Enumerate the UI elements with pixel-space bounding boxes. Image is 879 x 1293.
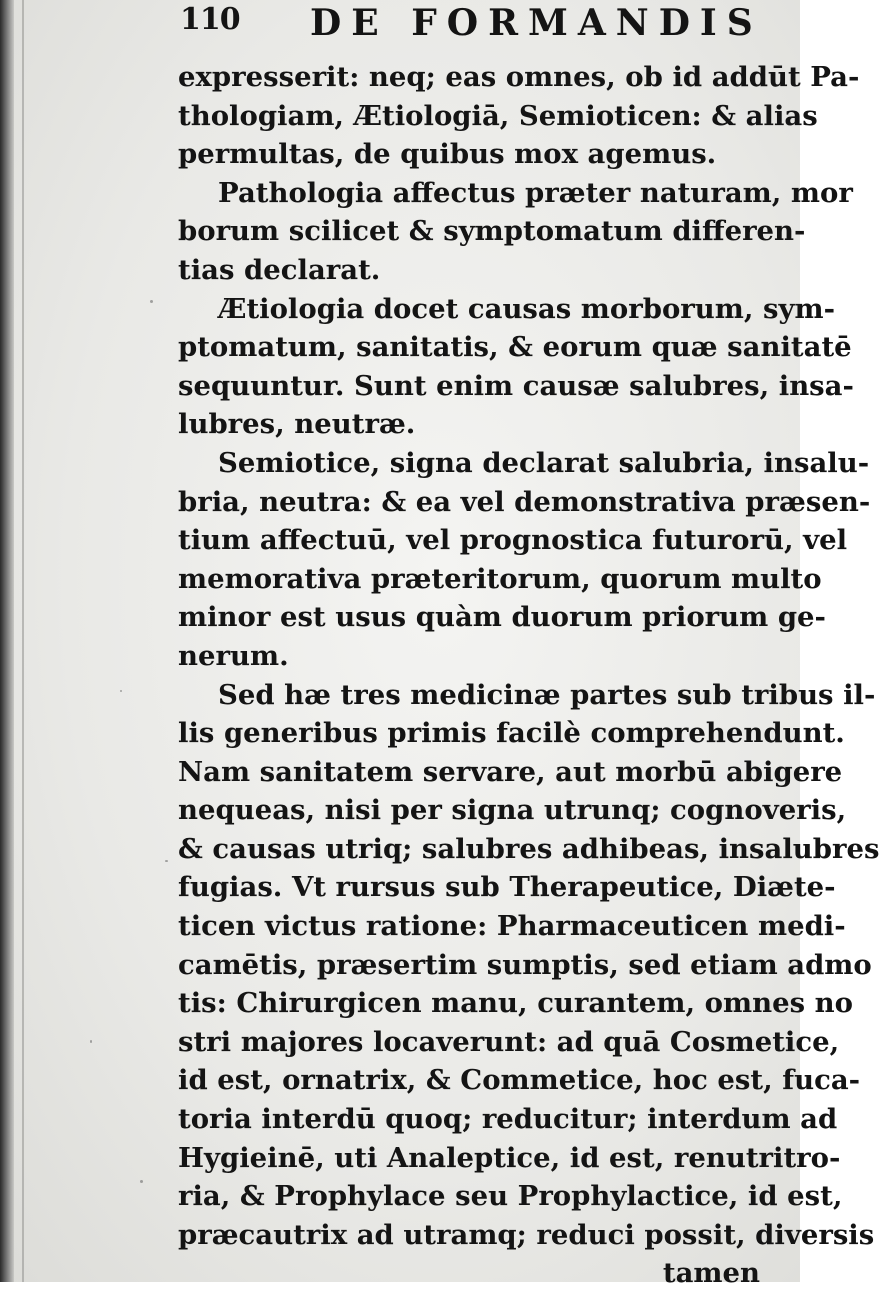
text-line: ptomatum, sanitatis, & eorum quæ sanitatē [178, 331, 852, 364]
text-line: præcautrix ad utramq; reduci possit, diversis [178, 1218, 875, 1251]
text-line: & causas utriq; salubres adhibeas, insalubres [178, 832, 879, 865]
page-number: 110 [180, 2, 240, 37]
text-line: ticen victus ratione: Pharmaceuticen medi- [178, 910, 846, 943]
text-line: tium affectuū, vel prognostica futurorū, vel [178, 524, 848, 557]
text-line: Hygieinē, uti Analeptice, id est, renutritro- [178, 1141, 841, 1174]
running-title: DE FORMANDIS [310, 2, 763, 44]
text-line: Nam sanitatem servare, aut morbū abigere [178, 755, 843, 788]
text-line: lubres, neutræ. [178, 408, 416, 441]
paper-speck [140, 1180, 143, 1183]
paper-speck [150, 300, 153, 303]
body-text [178, 58, 879, 1293]
text-line: toria interdū quoq; reducitur; interdum ad [178, 1103, 838, 1136]
text-line: bria, neutra: & ea vel demonstrativa præsen- [178, 485, 871, 518]
paragraph-start-line: Pathologia affectus præter naturam, mor [218, 176, 853, 209]
text-line: ria, & Prophylace seu Prophylactice, id est, [178, 1180, 843, 1213]
text-line: tias declarat. [178, 253, 381, 286]
text-line: nequeas, nisi per signa utrunq; cognoveris, [178, 794, 847, 827]
text-line: tis: Chirurgicen manu, curantem, omnes no [178, 987, 853, 1020]
paper-speck [120, 690, 122, 692]
paper-speck [90, 1040, 92, 1043]
text-line: thologiam, Ætiologiā, Semioticen: & alias [178, 99, 818, 132]
text-line: camētis, præsertim sumptis, sed etiam admo [178, 948, 872, 981]
text-line: minor est usus quàm duorum priorum ge- [178, 601, 826, 634]
paragraph-start-line: Sed hæ tres medicinæ partes sub tribus il- [218, 678, 876, 711]
paragraph-start-line: Ætiologia docet causas morborum, sym- [218, 292, 835, 325]
text-line: fugias. Vt rursus sub Therapeutice, Diæte- [178, 871, 836, 904]
paper-speck [165, 860, 168, 862]
text-line: id est, ornatrix, & Commetice, hoc est, fuca- [178, 1064, 861, 1097]
paragraph-start-line: Semiotice, signa declarat salubria, insalu- [218, 446, 870, 479]
text-line: lis generibus primis facilè comprehendunt. [178, 717, 845, 750]
book-gutter [0, 0, 14, 1282]
page-header [180, 2, 780, 46]
catchword: tamen [662, 1257, 760, 1290]
text-line: nerum. [178, 639, 289, 672]
gutter-edge [22, 0, 24, 1282]
text-line: memorativa præteritorum, quorum multo [178, 562, 822, 595]
text-line: sequuntur. Sunt enim causæ salubres, insa- [178, 369, 854, 402]
text-line: stri majores locaverunt: ad quā Cosmetice, [178, 1025, 840, 1058]
text-line: permultas, de quibus mox agemus. [178, 138, 717, 171]
text-line: expresserit: neq; eas omnes, ob id addūt Pa- [178, 61, 860, 93]
text-line: borum scilicet & symptomatum differen- [178, 215, 806, 248]
